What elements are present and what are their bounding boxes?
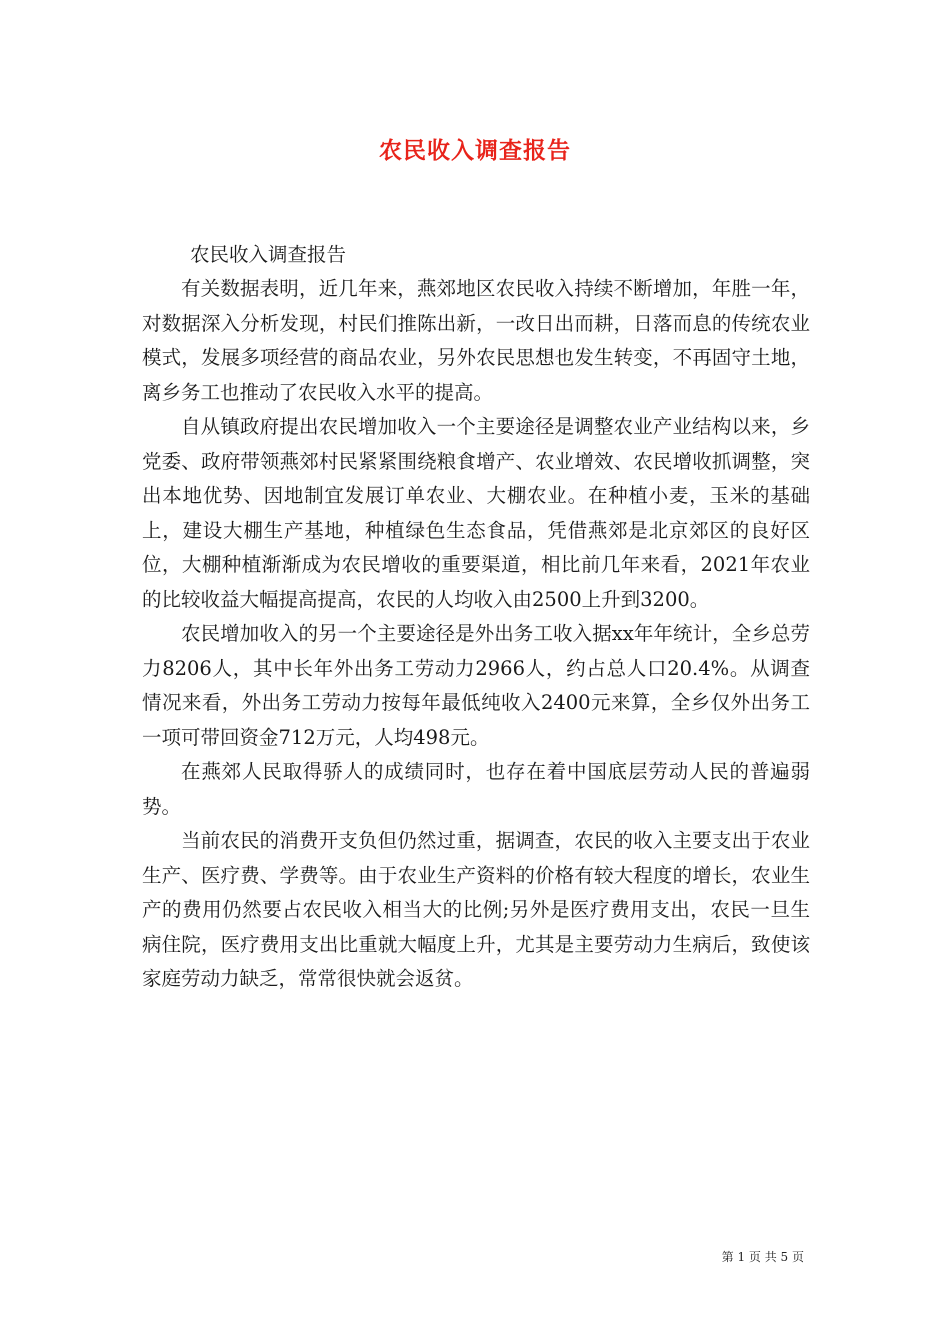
paragraph-4: 在燕郊人民取得骄人的成绩同时，也存在着中国底层劳动人民的普遍弱势。 (142, 760, 810, 818)
document-title: 农民收入调查报告 (379, 137, 571, 164)
document-body (142, 238, 810, 997)
paragraph-1: 有关数据表明，近几年来，燕郊地区农民收入持续不断增加，年胜一年，对数据深入分析发现，村民们推陈出新，一改日出而耕，日落而息的传统农业模式，发展多项经营的商品农业，另外农民思想也发生转变，不再固守土地，离乡务工也推动了农民收入水平的提高。 (142, 277, 810, 404)
document-subtitle: 农民收入调查报告 (190, 243, 347, 266)
paragraph-2: 自从镇政府提出农民增加收入一个主要途径是调整农业产业结构以来，乡党委、政府带领燕郊村民紧紧围绕粮食增产、农业增效、农民增收抓调整，突出本地优势、因地制宜发展订单农业、大棚农业。在种植小麦，玉米的基础上，建设大棚生产基地，种植绿色生态食品，凭借燕郊是北京郊区的良好区位，大棚种植渐渐成为农民增收的重要渠道，相比前几年来看，2021年农业的比较收益大幅提高提高，农民的人均收入由2500上升到3200。 (142, 415, 810, 611)
paragraph-3: 农民增加收入的另一个主要途径是外出务工收入据xx年年统计，全乡总劳力8206人，其中长年外出务工劳动力2966人，约占总人口20.4%。从调查情况来看，外出务工劳动力按每年最低纯收入2400元来算，全乡仅外出务工一项可带回资金712万元，人均498元。 (142, 622, 810, 749)
paragraph-5: 当前农民的消费开支负但仍然过重，据调查，农民的收入主要支出于农业生产、医疗费、学费等。由于农业生产资料的价格有较大程度的增长，农业生产的费用仍然要占农民收入相当大的比例;另外是医疗费用支出，农民一旦生病住院，医疗费用支出比重就大幅度上升，尤其是主要劳动力生病后，致使该家庭劳动力缺乏，常常很快就会返贫。 (142, 829, 810, 990)
page-indicator: 第 1 页 共 5 页 (721, 1250, 804, 1264)
